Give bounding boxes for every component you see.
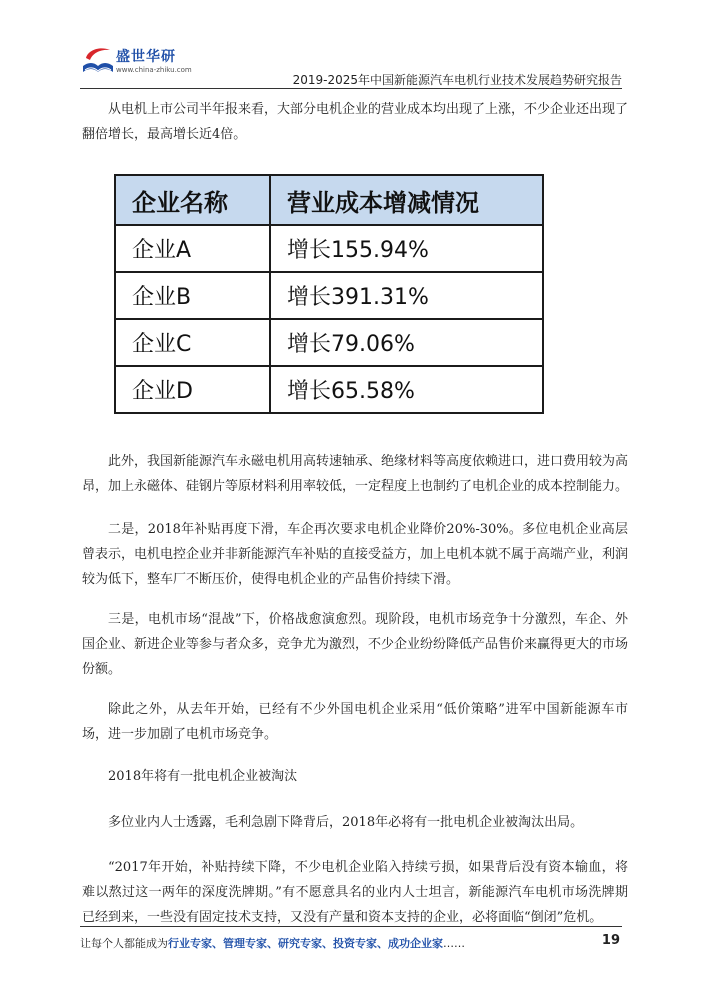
paragraph-1: 从电机上市公司半年报来看，大部分电机企业的营业成本均出现了上涨，不少企业还出现了翻倍增长，最高增长近4倍。 bbox=[82, 102, 629, 142]
company-cell: 企业A bbox=[115, 225, 270, 272]
paragraph-2: 此外，我国新能源汽车永磁电机用高转速轴承、绝缘材料等高度依赖进口，进口费用较为高昂，加上永磁体、硅钢片等原材料利用率较低，一定程度上也制约了电机企业的成本控制能力。 bbox=[82, 454, 629, 494]
logo-name: 盛世华研 bbox=[116, 49, 176, 65]
footer-divider bbox=[80, 926, 622, 927]
change-cell: 增长391.31% bbox=[270, 272, 543, 319]
logo-url: www.china-zhiku.com bbox=[116, 66, 192, 74]
change-cell: 增长155.94% bbox=[270, 225, 543, 272]
company-cell: 企业C bbox=[115, 319, 270, 366]
table-row bbox=[115, 225, 543, 272]
slogan-suffix: …… bbox=[443, 937, 465, 950]
company-cell: 企业B bbox=[115, 272, 270, 319]
company-cell: 企业D bbox=[115, 366, 270, 413]
page-header bbox=[0, 0, 710, 92]
change-cell: 增长79.06% bbox=[270, 319, 543, 366]
paragraph-7: “2017年开始，补贴持续下降，不少电机企业陷入持续亏损，如果背后没有资本输血，将难以熬过这一两年的深度洗牌期。”有不愿意具名的业内人士坦言，新能源汽车电机市场洗牌期已经到来，一些没有固定技术支持，又没有产量和资本支持的企业，必将面临“倒闭”危机。 bbox=[82, 860, 628, 925]
footer-slogan bbox=[80, 935, 465, 951]
slogan-highlight: 行业专家、管理专家、研究专家、投资专家、成功企业家 bbox=[168, 937, 443, 950]
cost-table bbox=[114, 174, 544, 414]
table-row bbox=[115, 319, 543, 366]
paragraph-6: 多位业内人士透露，毛利急剧下降背后，2018年必将有一批电机企业被淘汰出局。 bbox=[108, 815, 584, 830]
table-row bbox=[115, 366, 543, 413]
table-header-row bbox=[115, 175, 543, 225]
logo-book-icon bbox=[80, 44, 116, 80]
change-cell: 增长65.58% bbox=[270, 366, 543, 413]
company-logo bbox=[80, 44, 190, 86]
slogan-prefix: 让每个人都能成为 bbox=[80, 937, 168, 950]
page-number: 19 bbox=[601, 933, 620, 948]
header-cost-change: 营业成本增减情况 bbox=[270, 175, 543, 225]
paragraph-5: 除此之外，从去年开始，已经有不少外国电机企业采用“低价策略”进军中国新能源车市场，进一步加剧了电机市场竞争。 bbox=[82, 702, 628, 742]
paragraph-3: 二是，2018年补贴再度下滑，车企再次要求电机企业降价20%-30%。多位电机企业高层曾表示，电机电控企业并非新能源汽车补贴的直接受益方，加上电机本就不属于高端产业，利润较为低下，整车厂不断压价，使得电机企业的产品售价持续下滑。 bbox=[82, 522, 629, 587]
paragraph-4: 三是，电机市场“混战”下，价格战愈演愈烈。现阶段，电机市场竞争十分激烈，车企、外国企业、新进企业等参与者众多，竞争尤为激烈，不少企业纷纷降低产品售价来赢得更大的市场份额。 bbox=[82, 612, 629, 677]
report-title: 2019-2025年中国新能源汽车电机行业技术发展趋势研究报告 bbox=[292, 73, 622, 87]
table-row bbox=[115, 272, 543, 319]
header-divider bbox=[80, 88, 622, 89]
cost-change-table bbox=[114, 174, 542, 410]
header-company: 企业名称 bbox=[115, 175, 270, 225]
section-heading: 2018年将有一批电机企业被淘汰 bbox=[108, 769, 298, 784]
